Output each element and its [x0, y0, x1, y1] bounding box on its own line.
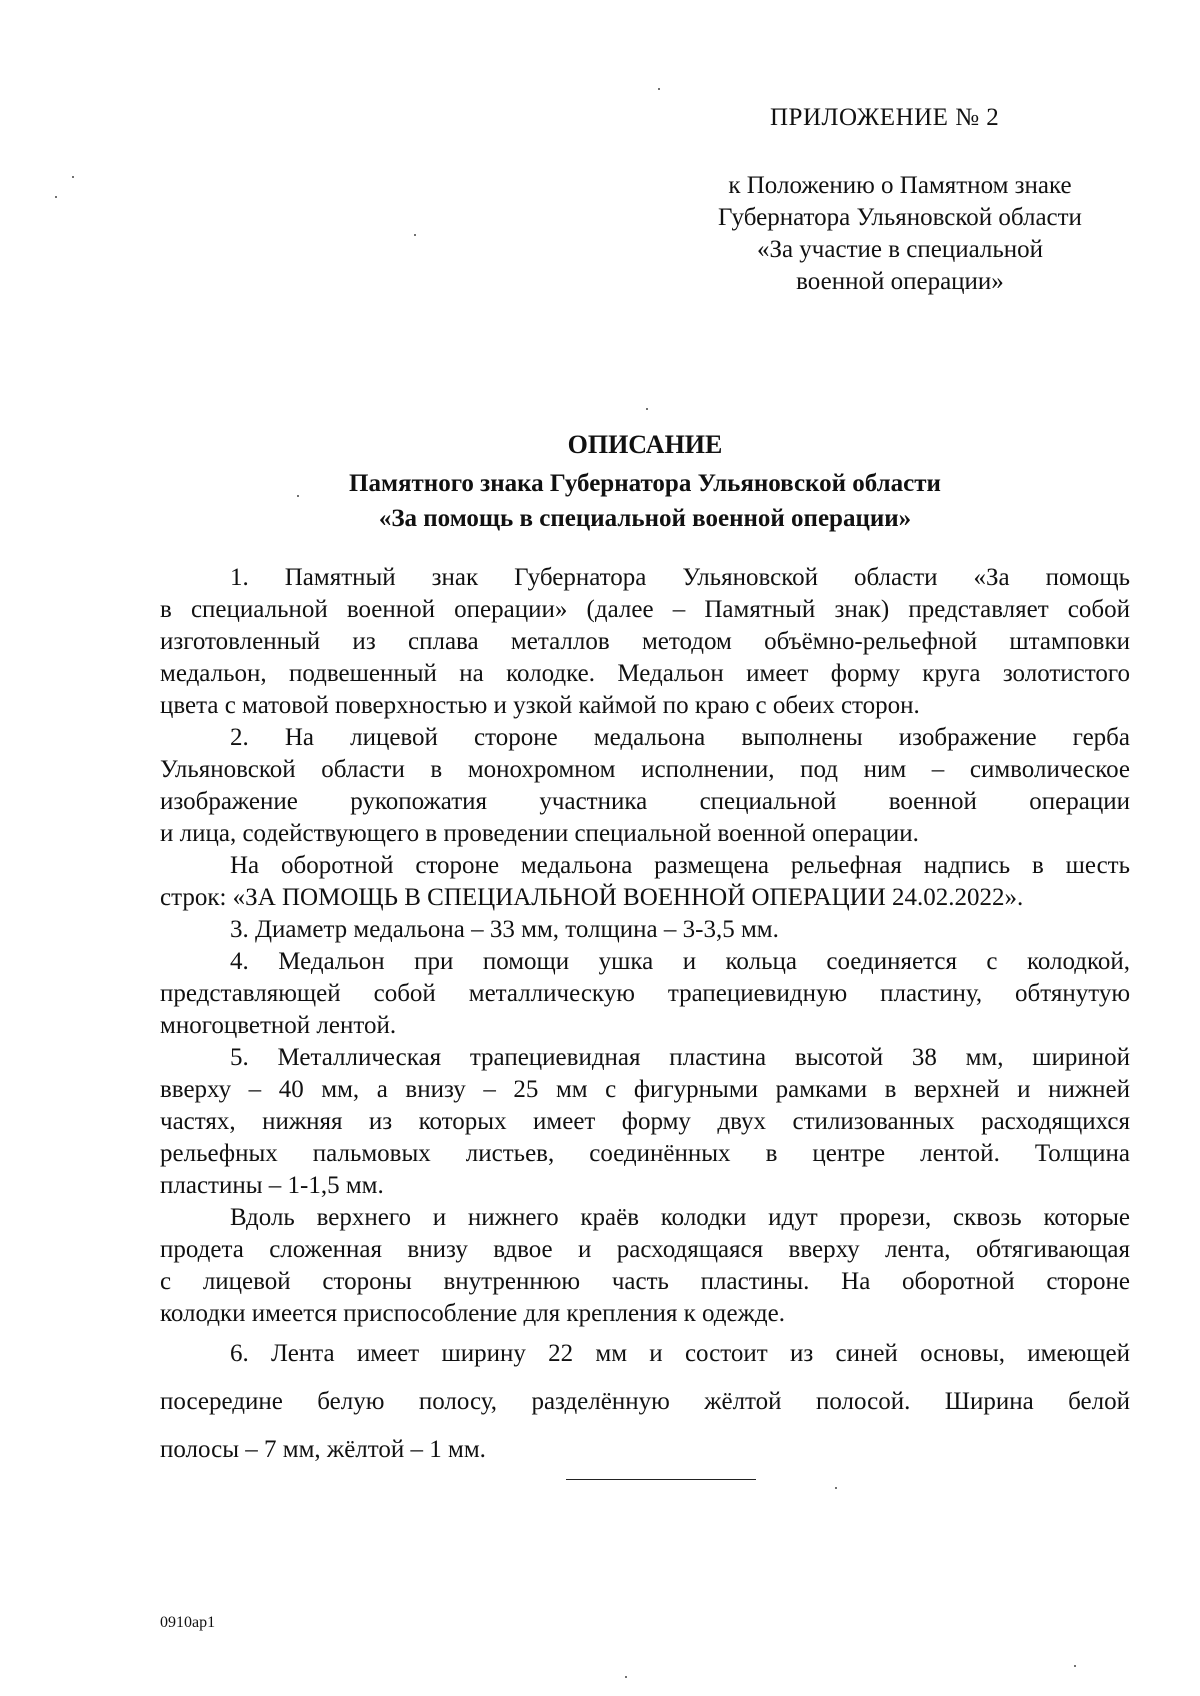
paragraph-line: полосы – 7 мм, жёлтой – 1 мм.	[160, 1436, 486, 1463]
paragraph-line: частях, нижняя из которых имеет форму двух стилизованных расходящихся	[160, 1108, 1130, 1135]
appendix-ref-line: военной операции»	[796, 268, 1004, 295]
paragraph-line: с лицевой стороны внутреннюю часть пластины. На оборотной стороне	[160, 1268, 1130, 1295]
paragraph-line: 2. На лицевой стороне медальона выполнены изображение герба	[230, 724, 1130, 751]
paragraph-line: продета сложенная внизу вдвое и расходящаяся вверху лента, обтягивающая	[160, 1236, 1130, 1263]
appendix-ref-line: к Положению о Памятном знаке	[728, 172, 1072, 199]
scan-speck	[72, 176, 74, 178]
scan-speck	[55, 196, 57, 198]
scan-speck	[646, 408, 648, 410]
paragraph-line: посередине белую полосу, разделённую жёлтой полосой. Ширина белой	[160, 1388, 1130, 1415]
paragraph-line: 4. Медальон при помощи ушка и кольца соединяется с колодкой,	[230, 948, 1130, 975]
appendix-title: ПРИЛОЖЕНИЕ № 2	[770, 104, 1000, 131]
paragraph-line: Ульяновской области в монохромном исполнении, под ним – символическое	[160, 756, 1130, 783]
paragraph-line: 1. Памятный знак Губернатора Ульяновской области «За помощь	[230, 564, 1130, 591]
description-body	[160, 562, 1130, 1474]
scan-speck	[835, 1487, 837, 1489]
paragraph-line: 6. Лента имеет ширину 22 мм и состоит из синей основы, имеющей	[230, 1340, 1130, 1367]
paragraph-line: Вдоль верхнего и нижнего краёв колодки идут прорези, сквозь которые	[230, 1204, 1130, 1231]
paragraph-line: изображение рукопожатия участника специальной военной операции	[160, 788, 1130, 815]
scan-speck	[658, 88, 660, 90]
document-subheading: Памятного знака Губернатора Ульяновской области	[349, 470, 941, 497]
scan-speck	[625, 1676, 627, 1678]
appendix-reference	[690, 170, 1110, 298]
paragraph-line: многоцветной лентой.	[160, 1012, 397, 1039]
paragraph-line: медальон, подвешенный на колодке. Медальон имеет форму круга золотистого	[160, 660, 1130, 687]
paragraph-line: изготовленный из сплава металлов методом объёмно-рельефной штамповки	[160, 628, 1130, 655]
paragraph-line: рельефных пальмовых листьев, соединённых в центре лентой. Толщина	[160, 1140, 1130, 1167]
end-divider-line	[566, 1479, 756, 1480]
paragraph-line: пластины – 1-1,5 мм.	[160, 1172, 384, 1199]
document-subheading: «За помощь в специальной военной операции»	[378, 505, 912, 532]
paragraph-line: цвета с матовой поверхностью и узкой каймой по краю с обеих сторон.	[160, 692, 920, 719]
paragraph-line: На оборотной стороне медальона размещена рельефная надпись в шесть	[230, 852, 1130, 879]
scan-speck	[297, 495, 299, 497]
paragraph-line: строк: «ЗА ПОМОЩЬ В СПЕЦИАЛЬНОЙ ВОЕННОЙ ОПЕРАЦИИ 24.02.2022».	[160, 884, 1024, 911]
paragraph-line: колодки имеется приспособление для крепления к одежде.	[160, 1300, 785, 1327]
appendix-ref-line: «За участие в специальной	[756, 236, 1044, 263]
paragraph-line: вверху – 40 мм, а внизу – 25 мм с фигурными рамками в верхней и нижней	[160, 1076, 1130, 1103]
paragraph-line: 5. Металлическая трапециевидная пластина высотой 38 мм, шириной	[230, 1044, 1130, 1071]
paragraph-line: в специальной военной операции» (далее – Памятный знак) представляет собой	[160, 596, 1130, 623]
scan-speck	[414, 234, 416, 236]
paragraph-line: 3. Диаметр медальона – 33 мм, толщина – 3-3,5 мм.	[230, 916, 779, 943]
document-code: 0910ap1	[160, 1614, 216, 1631]
document-heading: ОПИСАНИЕ	[567, 430, 723, 459]
paragraph-line: представляющей собой металлическую трапециевидную пластину, обтянутую	[160, 980, 1130, 1007]
scan-speck	[1074, 1665, 1076, 1667]
appendix-ref-line: Губернатора Ульяновской области	[718, 204, 1082, 231]
paragraph-line: и лица, содействующего в проведении специальной военной операции.	[160, 820, 919, 847]
